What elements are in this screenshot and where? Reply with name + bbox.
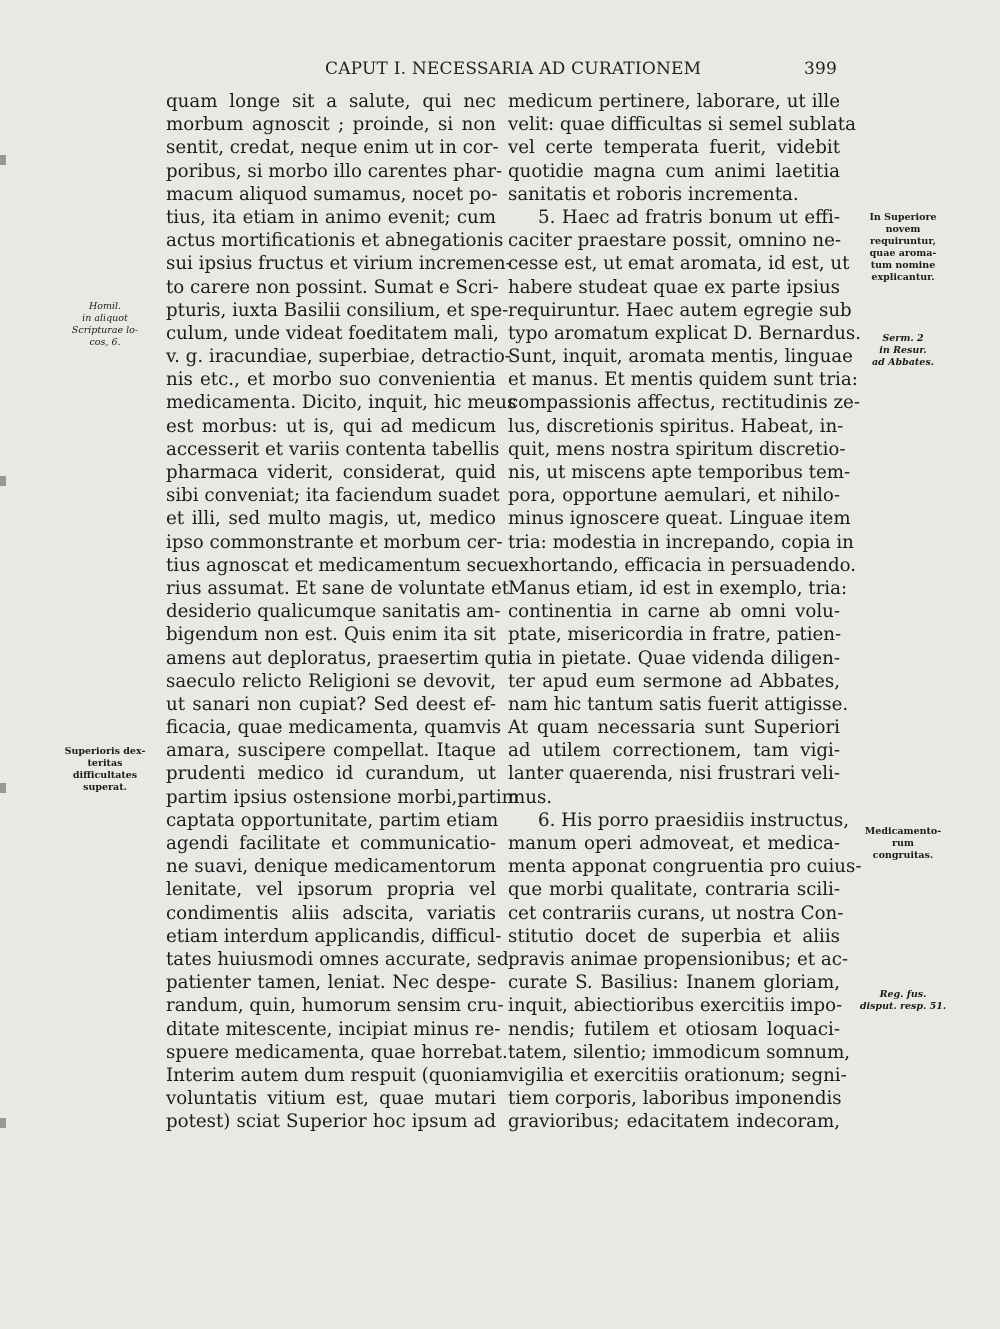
text-line: sanitatis et roboris incrementa. [508, 183, 799, 205]
margin-note-line: Reg. fus. [879, 989, 927, 1000]
margin-note-line: explicantur. [871, 272, 935, 283]
margin-note-line: quae aroma- [869, 248, 937, 259]
text-line: inquit, abiectioribus exercitiis impo- [508, 995, 843, 1017]
text-line: ut sanari non cupiat? Sed deest ef- [166, 693, 496, 715]
margin-note-serm [848, 333, 958, 369]
text-line: gravioribus; edacitatem indecoram, [508, 1111, 840, 1133]
left-text-column [166, 90, 519, 1133]
text-line: partim ipsius ostensione morbi,partim [166, 786, 519, 808]
text-line: At quam necessaria sunt Superiori [508, 717, 840, 739]
text-line: tius, ita etiam in animo evenit; cum [166, 206, 496, 228]
margin-note-line: requiruntur, [870, 236, 936, 247]
text-line: quit, mens nostra spiritum discretio- [508, 438, 846, 460]
margin-note-line: cos, 6. [89, 337, 121, 348]
text-line: menta apponat congruentia pro cuius- [508, 856, 862, 878]
text-line: tatem, silentio; immodicum somnum, [508, 1041, 851, 1063]
text-line: rius assumat. Et sane de voluntate et [166, 577, 510, 599]
text-line: pharmaca viderit, considerat, quid [166, 462, 496, 483]
text-line: velit: quae difficultas si semel sublata [508, 114, 856, 136]
text-line: randum, quin, humorum sensim cru- [166, 995, 504, 1017]
text-line: 6. His porro praesidiis instructus, [538, 809, 850, 831]
margin-note-line: difficultates [72, 770, 138, 781]
text-line: et illi, sed multo magis, ut, medico [166, 508, 496, 530]
margin-note-line: rum [892, 838, 914, 849]
text-line: nis etc., et morbo suo convenientia [166, 369, 496, 391]
text-line: condimentis aliis adscita, variatis [166, 902, 496, 924]
text-line: sui ipsius fructus et virium incremen- [166, 253, 512, 275]
text-line: Interim autem dum respuit (quoniam [166, 1064, 509, 1086]
text-line: ditate mitescente, incipiat minus re- [166, 1018, 501, 1040]
text-line: captata opportunitate, partim etiam [166, 809, 499, 831]
running-head-title: CAPUT I. NECESSARIA AD CURATIONEM [325, 59, 702, 79]
text-line: manum operi admoveat, et medica- [508, 833, 840, 854]
text-line: cesse est, ut emat aromata, id est, ut [508, 253, 850, 275]
margin-note-reg [848, 989, 958, 1013]
text-line: ne suavi, denique medicamentorum [166, 856, 496, 878]
text-line: quotidie magna cum animi laetitia [508, 160, 840, 182]
margin-note-line: Serm. 2 [882, 333, 924, 344]
margin-note-line: Medicamento- [864, 826, 942, 837]
text-line: actus mortificationis et abnegationis [166, 230, 504, 252]
text-line: bigendum non est. Quis enim ita sit [166, 624, 496, 646]
text-line: desiderio qualicumque sanitatis am- [166, 601, 501, 623]
text-line: compassionis affectus, rectitudinis ze- [508, 392, 860, 414]
text-line: tia in pietate. Quae videnda diligen- [508, 647, 840, 669]
text-line: medicum pertinere, laborare, ut ille [508, 91, 840, 112]
text-line: habere studeat quae ex parte ipsius [508, 276, 840, 298]
text-line: mus. [508, 786, 553, 808]
right-text-column [508, 90, 862, 1133]
text-line: nendis; futilem et otiosam loquaci- [508, 1018, 840, 1040]
text-line: to carere non possint. Sumat e Scri- [166, 276, 499, 298]
text-line: amara, suscipere compellat. Itaque [166, 740, 496, 762]
text-line: 5. Haec ad fratris bonum ut effi- [538, 206, 840, 228]
margin-note-line: congruitas. [872, 850, 934, 861]
page-number: 399 [803, 59, 837, 79]
text-line: Sunt, inquit, aromata mentis, linguae [508, 346, 853, 368]
text-line: spuere medicamenta, quae horrebat. [166, 1041, 508, 1063]
text-line: ad utilem correctionem, tam vigi- [508, 740, 840, 762]
text-line: typo aromatum explicat D. Bernardus. [508, 322, 862, 344]
text-line: Manus etiam, id est in exemplo, tria: [508, 577, 848, 599]
text-line: tates huiusmodi omnes accurate, sed [166, 948, 509, 970]
margin-note-line: superat. [83, 782, 127, 793]
text-line: tiem corporis, laboribus imponendis [508, 1088, 842, 1110]
text-line: ficacia, quae medicamenta, quamvis [166, 717, 502, 739]
text-line: v. g. iracundiae, superbiae, detractio- [166, 346, 511, 368]
text-line: culum, unde videat foeditatem mali, [166, 322, 499, 344]
text-line: pravis animae propensionibus; et ac- [508, 948, 849, 970]
text-line: lus, discretionis spiritus. Habeat, in- [508, 415, 844, 437]
text-line: pora, opportune aemulari, et nihilo- [508, 485, 840, 507]
margin-note-line: disput. resp. 51. [859, 1001, 947, 1012]
margin-note-homil [50, 301, 160, 349]
text-line: que morbi qualitate, contraria scili- [508, 879, 840, 901]
text-line: stitutio docet de superbia et aliis [508, 925, 840, 947]
text-line: poribus, si morbo illo carentes phar- [166, 160, 503, 182]
text-line: minus ignoscere queat. Linguae item [508, 508, 851, 530]
text-line: lanter quaerenda, nisi frustrari veli- [508, 763, 840, 785]
binding-mark [0, 476, 6, 486]
binding-mark [0, 1118, 6, 1128]
text-line: prudenti medico id curandum, ut [166, 763, 496, 785]
text-line: vigilia et exercitiis orationum; segni- [508, 1064, 847, 1086]
text-line: etiam interdum applicandis, difficul- [166, 925, 502, 947]
text-line: voluntatis vitium est, quae mutari [166, 1088, 496, 1110]
text-line: exhortando, efficacia in persuadendo. [508, 554, 857, 576]
text-line: continentia in carne ab omni volu- [508, 601, 840, 623]
margin-note-line: Homil. [88, 301, 122, 312]
text-line: et manus. Et mentis quidem sunt tria: [508, 369, 858, 391]
text-line: accesserit et variis contenta tabellis [166, 438, 500, 460]
binding-mark [0, 155, 6, 165]
text-line: sibi conveniat; ita faciendum suadet [166, 485, 500, 507]
text-line: est morbus: ut is, qui ad medicum [166, 415, 496, 437]
text-line: pturis, iuxta Basilii consilium, et spe- [166, 299, 509, 321]
margin-note-line: Scripturae lo- [71, 325, 139, 336]
text-line: agendi facilitate et communicatio- [166, 833, 496, 854]
text-line: tius agnoscat et medicamentum secu- [166, 554, 515, 576]
text-line: lenitate, vel ipsorum propria vel [166, 879, 496, 901]
margin-note-line: teritas [87, 758, 123, 769]
margin-note-medicamentorum [848, 826, 958, 862]
margin-note-line: novem [885, 224, 921, 235]
text-line: saeculo relicto Religioni se devovit, [166, 670, 496, 692]
text-line: requiruntur. Haec autem egregie sub [508, 299, 852, 321]
text-line: vel certe temperata fuerit, videbit [508, 137, 840, 159]
text-line: sentit, credat, neque enim ut in cor- [166, 137, 499, 159]
text-line: patienter tamen, leniat. Nec despe- [166, 972, 496, 994]
text-line: macum aliquod sumamus, nocet po- [166, 183, 498, 205]
text-line: curate S. Basilius: Inanem gloriam, [508, 972, 840, 994]
binding-mark [0, 783, 6, 793]
text-line: medicamenta. Dicito, inquit, hic meus [166, 392, 517, 414]
running-head [325, 59, 837, 79]
text-line: caciter praestare possit, omnino ne- [508, 230, 841, 252]
text-line: ter apud eum sermone ad Abbates, [508, 670, 840, 692]
margin-note-line: In Superiore [869, 212, 937, 223]
text-line: cet contrariis curans, ut nostra Con- [508, 902, 844, 924]
margin-note-superioris [50, 746, 160, 794]
margin-note-line: tum nomine [870, 260, 936, 271]
margin-note-line: in aliquot [82, 313, 128, 324]
text-line: amens aut deploratus, praesertim qui [166, 647, 514, 669]
text-line: tria: modestia in increpando, copia in [508, 531, 854, 553]
text-line: nis, ut miscens apte temporibus tem- [508, 462, 851, 483]
text-line: potest) sciat Superior hoc ipsum ad [166, 1111, 496, 1133]
margin-note-line: Superioris dex- [64, 746, 146, 757]
text-line: ptate, misericordia in fratre, patien- [508, 624, 842, 646]
text-line: ipso commonstrante et morbum cer- [166, 531, 503, 553]
text-line: morbum agnoscit ; proinde, si non [166, 114, 496, 136]
margin-note-in-superiore [848, 212, 958, 284]
text-line: quam longe sit a salute, qui nec [166, 91, 496, 112]
text-line: nam hic tantum satis fuerit attigisse. [508, 693, 849, 715]
margin-note-line: in Resur. [879, 345, 927, 356]
margin-note-line: ad Abbates. [871, 357, 934, 368]
